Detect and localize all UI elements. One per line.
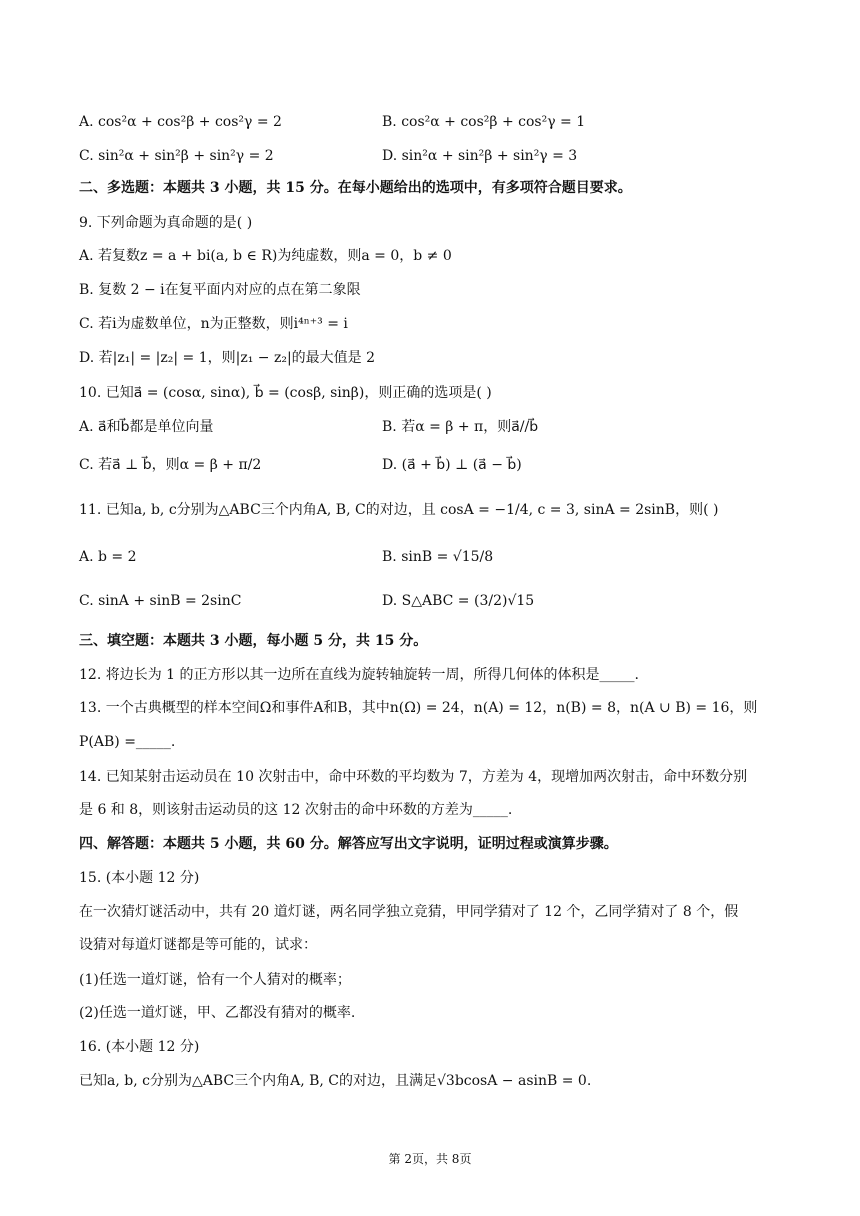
q15-text-2: 设猜对每道灯谜都是等可能的，试求： [79, 937, 317, 953]
q8-option-b: B. cos²α + cos²β + cos²γ = 1 [382, 114, 586, 130]
q10-option-c: C. 若a⃗ ⊥ b⃗，则α = β + π/2 [79, 457, 262, 473]
q10-option-d: D. (a⃗ + b⃗) ⊥ (a⃗ − b⃗) [382, 457, 522, 473]
q12: 12. 将边长为 1 的正方形以其一边所在直线为旋转轴旋转一周，所得几何体的体积是_____. [79, 667, 639, 683]
q11-option-b: B. sinB = √15/8 [382, 549, 494, 565]
q10-stem: 10. 已知a⃗ = (cosα, sinα), b⃗ = (cosβ, sinβ)，则正确的选项是( ) [79, 385, 492, 401]
q13-line-2: P(AB) =_____. [79, 734, 176, 750]
q15-part-1: (1)任选一道灯谜，恰有一个人猜对的概率； [79, 972, 351, 988]
q9-option-b: B. 复数 2 − i在复平面内对应的点在第二象限 [79, 282, 361, 298]
section-2-heading: 二、多选题：本题共 3 小题，共 15 分。在每小题给出的选项中，有多项符合题目要求。 [79, 180, 632, 196]
q15-text-1: 在一次猜灯谜活动中，共有 20 道灯谜，两名同学独立竞猜，甲同学猜对了 12 个，乙同学猜对了 8 个，假 [79, 904, 739, 920]
section-3-heading: 三、填空题：本题共 3 小题，每小题 5 分，共 15 分。 [79, 633, 428, 649]
q9-option-d: D. 若|z₁| = |z₂| = 1，则|z₁ − z₂|的最大值是 2 [79, 350, 376, 366]
q8-option-c: C. sin²α + sin²β + sin²γ = 2 [79, 148, 274, 164]
section-4-heading: 四、解答题：本题共 5 小题，共 60 分。解答应写出文字说明，证明过程或演算步骤。 [79, 836, 618, 852]
q9-stem: 9. 下列命题为真命题的是( ) [79, 215, 253, 231]
q8-option-d: D. sin²α + sin²β + sin²γ = 3 [382, 148, 578, 164]
q11-option-c: C. sinA + sinB = 2sinC [79, 593, 242, 609]
q9-option-c: C. 若i为虚数单位，n为正整数，则i⁴ⁿ⁺³ = i [79, 316, 348, 332]
q13-line-1: 13. 一个古典概型的样本空间Ω和事件A和B，其中n(Ω) = 24，n(A) = 12，n(B) = 8，n(A ∪ B) = 16，则 [79, 700, 758, 716]
q15-heading: 15. (本小题 12 分) [79, 870, 200, 886]
q15-part-2: (2)任选一道灯谜，甲、乙都没有猜对的概率. [79, 1005, 356, 1021]
q9-option-a: A. 若复数z = a + bi(a, b ∈ R)为纯虚数，则a = 0，b ≠ 0 [79, 248, 452, 264]
q14-line-1: 14. 已知某射击运动员在 10 次射击中，命中环数的平均数为 7，方差为 4，现增加两次射击，命中环数分别 [79, 769, 748, 785]
q10-option-a: A. a⃗和b⃗都是单位向量 [79, 419, 214, 435]
q14-line-2: 是 6 和 8，则该射击运动员的这 12 次射击的命中环数的方差为_____. [79, 802, 513, 818]
q16-text-1: 已知a, b, c分别为△ABC三个内角A, B, C的对边，且满足√3bcosA − asinB = 0. [79, 1073, 592, 1089]
q10-option-b: B. 若α = β + π，则a⃗//b⃗ [382, 419, 539, 435]
q11-option-a: A. b = 2 [79, 549, 137, 565]
q11-stem: 11. 已知a, b, c分别为△ABC三个内角A, B, C的对边，且 cosA = −1/4, c = 3, sinA = 2sinB，则( ) [79, 502, 719, 518]
q8-option-a: A. cos²α + cos²β + cos²γ = 2 [79, 114, 282, 130]
page-footer: 第 2页，共 8页 [388, 1152, 472, 1166]
q16-heading: 16. (本小题 12 分) [79, 1039, 200, 1055]
q11-option-d: D. S△ABC = (3/2)√15 [382, 593, 535, 609]
